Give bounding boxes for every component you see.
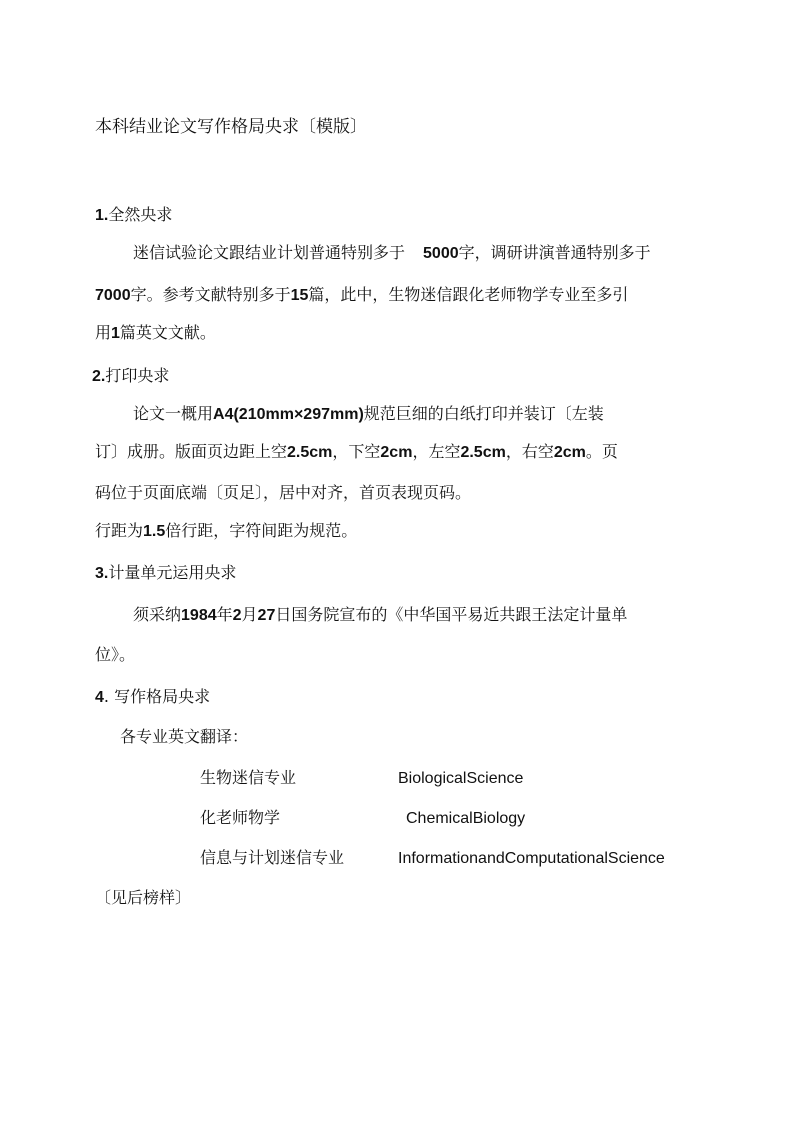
section-2-para-line-1 <box>133 404 604 425</box>
section-4-title: . 写作格局央求 <box>103 687 211 706</box>
text-run: 篇英文文献。 <box>119 323 216 342</box>
major-en-2: InformationandComputationalScience <box>398 850 665 867</box>
section-4-number: 4 <box>95 689 104 706</box>
section-2-title: 打印央求 <box>105 366 170 385</box>
text-run: 1.5 <box>143 523 166 540</box>
text-run: 15 <box>290 287 309 304</box>
text-run: 1984 <box>181 607 217 624</box>
text-run: 2 <box>232 607 242 624</box>
text-run: ，下空 <box>332 442 381 461</box>
text-run: 年 <box>216 605 233 624</box>
major-cn-1: 化老师物学 <box>200 808 281 827</box>
major-en-1: ChemicalBiology <box>406 810 526 827</box>
text-run: 行距为 <box>95 521 144 540</box>
major-cn-0: 生物迷信专业 <box>200 768 297 787</box>
text-run: 论文一概用 <box>133 404 214 423</box>
major-en-0: BiologicalScience <box>398 770 524 787</box>
text-run: 规范巨细的白纸打印并装订〔左装 <box>363 404 604 423</box>
text-run: ，左空 <box>412 442 461 461</box>
section-3-number: 3. <box>95 565 109 582</box>
section-2-number: 2. <box>92 368 106 385</box>
text-run: 1 <box>111 325 120 342</box>
section-3-title: 计量单元运用央求 <box>108 563 237 582</box>
text-run: 位》。 <box>95 645 136 664</box>
text-run: 码位于页面底端〔页足〕，居中对齐，首页表现页码。 <box>95 483 472 502</box>
text-run: ，右空 <box>505 442 554 461</box>
text-run: 5000 <box>423 245 459 262</box>
text-run: 2.5cm <box>287 444 333 461</box>
section-1-number: 1. <box>95 207 109 224</box>
text-run: 字。参考文献特别多于 <box>130 285 291 304</box>
text-run: 字，调研讲演普通特别多于 <box>458 243 651 262</box>
section-1-para-line-3 <box>95 323 216 344</box>
text-run: 。页 <box>585 442 618 461</box>
document-title: 本科结业论文写作格局央求〔模版〕 <box>95 117 367 137</box>
text-run: 日国务院宣布的《中华国平易近共跟王法定计量单 <box>275 605 628 624</box>
text-run: 2cm <box>553 444 586 461</box>
see-example-note: 〔见后榜样〕 <box>95 888 192 907</box>
text-run: 订〕成册。版面页边距上空 <box>95 442 288 461</box>
text-run: 须采纳 <box>133 605 182 624</box>
section-2-para-line-3 <box>95 483 471 503</box>
text-run: 2cm <box>380 444 413 461</box>
section-1-title: 全然央求 <box>108 205 173 224</box>
text-run: 篇，此中，生物迷信跟化老师物学专业至多引 <box>308 285 629 304</box>
text-run: 7000 <box>95 287 131 304</box>
text-run: 27 <box>257 607 276 624</box>
section-3-para-line-2 <box>95 645 135 665</box>
section-3-heading <box>95 563 236 584</box>
text-run: 用 <box>95 323 112 342</box>
section-4-intro: 各专业英文翻译： <box>120 727 249 746</box>
section-2-para-line-2 <box>95 442 618 463</box>
text-run: 月 <box>241 605 258 624</box>
text-run: 倍行距，字符间距为规范。 <box>165 521 358 540</box>
section-1-heading <box>95 205 172 226</box>
major-cn-2: 信息与计划迷信专业 <box>200 848 345 867</box>
section-3-para-line-1 <box>133 605 627 626</box>
section-1-para-line-1 <box>133 243 651 264</box>
section-1-para-line-2 <box>95 285 628 306</box>
text-run: 迷信试验论文跟结业计划普通特别多于 <box>133 243 406 262</box>
text-run: 2.5cm <box>460 444 506 461</box>
section-2-heading <box>92 366 169 387</box>
section-4-heading <box>95 687 210 708</box>
text-run: A4(210mm×297mm) <box>213 406 364 423</box>
section-2-para-line-4 <box>95 521 357 542</box>
